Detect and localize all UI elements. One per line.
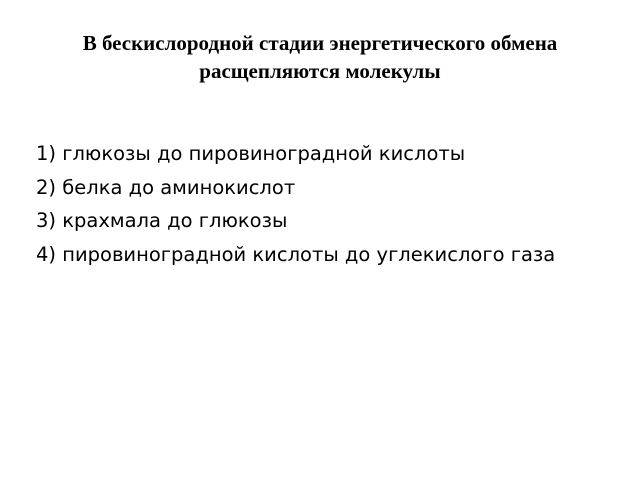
list-item[interactable]: 4) пировиноградной кислоты до углекислого газа	[36, 243, 556, 267]
answer-options-list	[36, 140, 604, 275]
list-item[interactable]: 1) глюкозы до пировиноградной кислоты	[36, 142, 466, 165]
list-item[interactable]: 2) белка до аминокислот	[36, 175, 296, 199]
page-title: В бескислородной стадии энергетического обмена расщепляются молекулы	[82, 31, 558, 83]
list-item[interactable]: 3) крахмала до глюкозы	[36, 209, 288, 233]
